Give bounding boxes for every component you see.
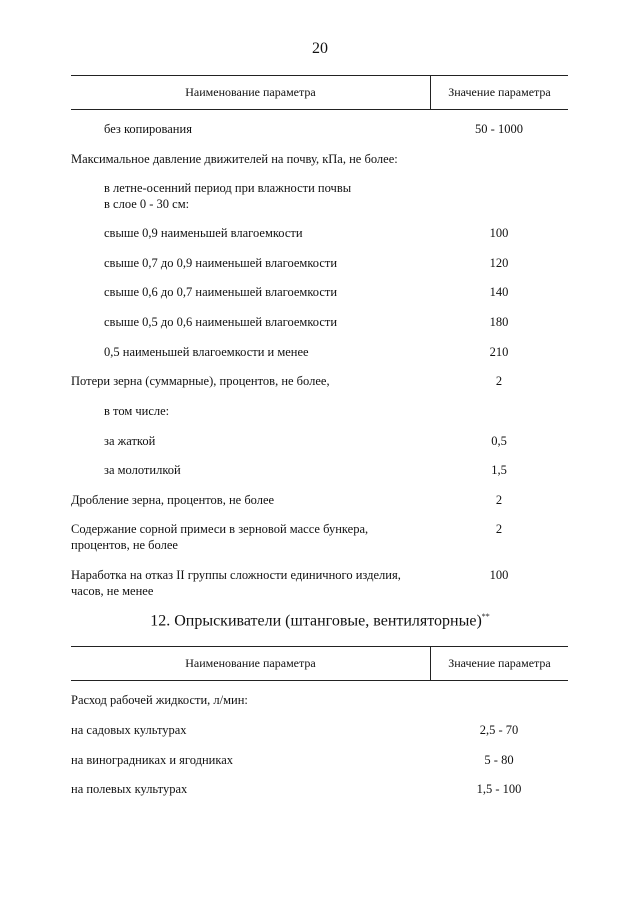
param-name: свыше 0,5 до 0,6 наименьшей влагоемкости	[104, 315, 338, 329]
header-name: Наименование параметра	[71, 647, 431, 680]
table-row	[71, 403, 568, 419]
table-header	[71, 75, 568, 110]
param-name: 0,5 наименьшей влагоемкости и менее	[104, 345, 309, 359]
table-row	[71, 433, 568, 449]
param-value: 1,5 - 100	[476, 782, 522, 796]
section-title-text: 12. Опрыскиватели (штанговые, вентиляторные)	[150, 612, 482, 630]
param-value: 5 - 80	[484, 753, 514, 767]
table-row	[71, 373, 568, 389]
param-value: 180	[489, 315, 509, 329]
table-row	[71, 151, 568, 167]
footnote-mark: **	[481, 612, 490, 621]
param-name: Наработка на отказ II группы сложности единичного изделия, часов, не менее	[71, 568, 401, 598]
table-row	[71, 284, 568, 300]
table-row	[71, 344, 568, 360]
param-value: 1,5	[491, 463, 507, 477]
param-value: 2	[495, 493, 503, 507]
param-name: на полевых культурах	[71, 782, 188, 796]
param-name: Дробление зерна, процентов, не более	[71, 493, 275, 507]
table-row	[71, 567, 568, 599]
table-row	[71, 521, 568, 553]
parameters-table-2	[71, 646, 568, 806]
header-name: Наименование параметра	[71, 76, 431, 109]
table-row	[71, 225, 568, 241]
param-name: свыше 0,9 наименьшей влагоемкости	[104, 226, 303, 240]
table-row	[71, 722, 568, 738]
param-name: Расход рабочей жидкости, л/мин:	[71, 693, 248, 707]
param-name: Содержание сорной примеси в зерновой массе бункера, процентов, не более	[71, 522, 369, 552]
param-value: 0,5	[491, 434, 507, 448]
param-value: 50 - 1000	[475, 122, 523, 136]
header-value: Значение параметра	[448, 656, 551, 670]
param-value: 100	[489, 568, 509, 582]
param-value	[430, 180, 568, 212]
table-row	[71, 121, 568, 137]
param-value	[430, 403, 568, 419]
table-row	[71, 752, 568, 768]
page-number: 20	[312, 40, 328, 57]
table-row	[71, 314, 568, 330]
table-row	[71, 692, 568, 708]
param-name: в летне-осенний период при влажности почвы в слое 0 - 30 см:	[104, 181, 352, 211]
param-name: Потери зерна (суммарные), процентов, не более,	[71, 374, 330, 388]
param-value: 2	[495, 374, 503, 388]
param-name: без копирования	[104, 122, 192, 136]
table-header	[71, 646, 568, 681]
param-name: на садовых культурах	[71, 723, 187, 737]
parameters-table-1	[71, 75, 568, 605]
param-value: 2,5 - 70	[479, 723, 519, 737]
param-name: в том числе:	[104, 404, 170, 418]
param-name: за молотилкой	[104, 463, 181, 477]
header-value: Значение параметра	[448, 85, 551, 99]
param-name: Максимальное давление движителей на почву, кПа, не более:	[71, 152, 398, 166]
param-name: свыше 0,6 до 0,7 наименьшей влагоемкости	[104, 285, 338, 299]
table-row	[71, 180, 568, 212]
section-title	[0, 612, 640, 630]
param-value: 140	[489, 285, 509, 299]
param-value: 100	[489, 226, 509, 240]
table-row	[71, 492, 568, 508]
param-value: 2	[495, 522, 503, 536]
param-name: свыше 0,7 до 0,9 наименьшей влагоемкости	[104, 256, 338, 270]
param-name: на виноградниках и ягодниках	[71, 753, 234, 767]
table-row	[71, 255, 568, 271]
param-value: 120	[489, 256, 509, 270]
table-row	[71, 781, 568, 797]
param-value: 210	[489, 345, 509, 359]
param-name: за жаткой	[104, 434, 156, 448]
table-row	[71, 462, 568, 478]
param-value	[430, 692, 568, 708]
